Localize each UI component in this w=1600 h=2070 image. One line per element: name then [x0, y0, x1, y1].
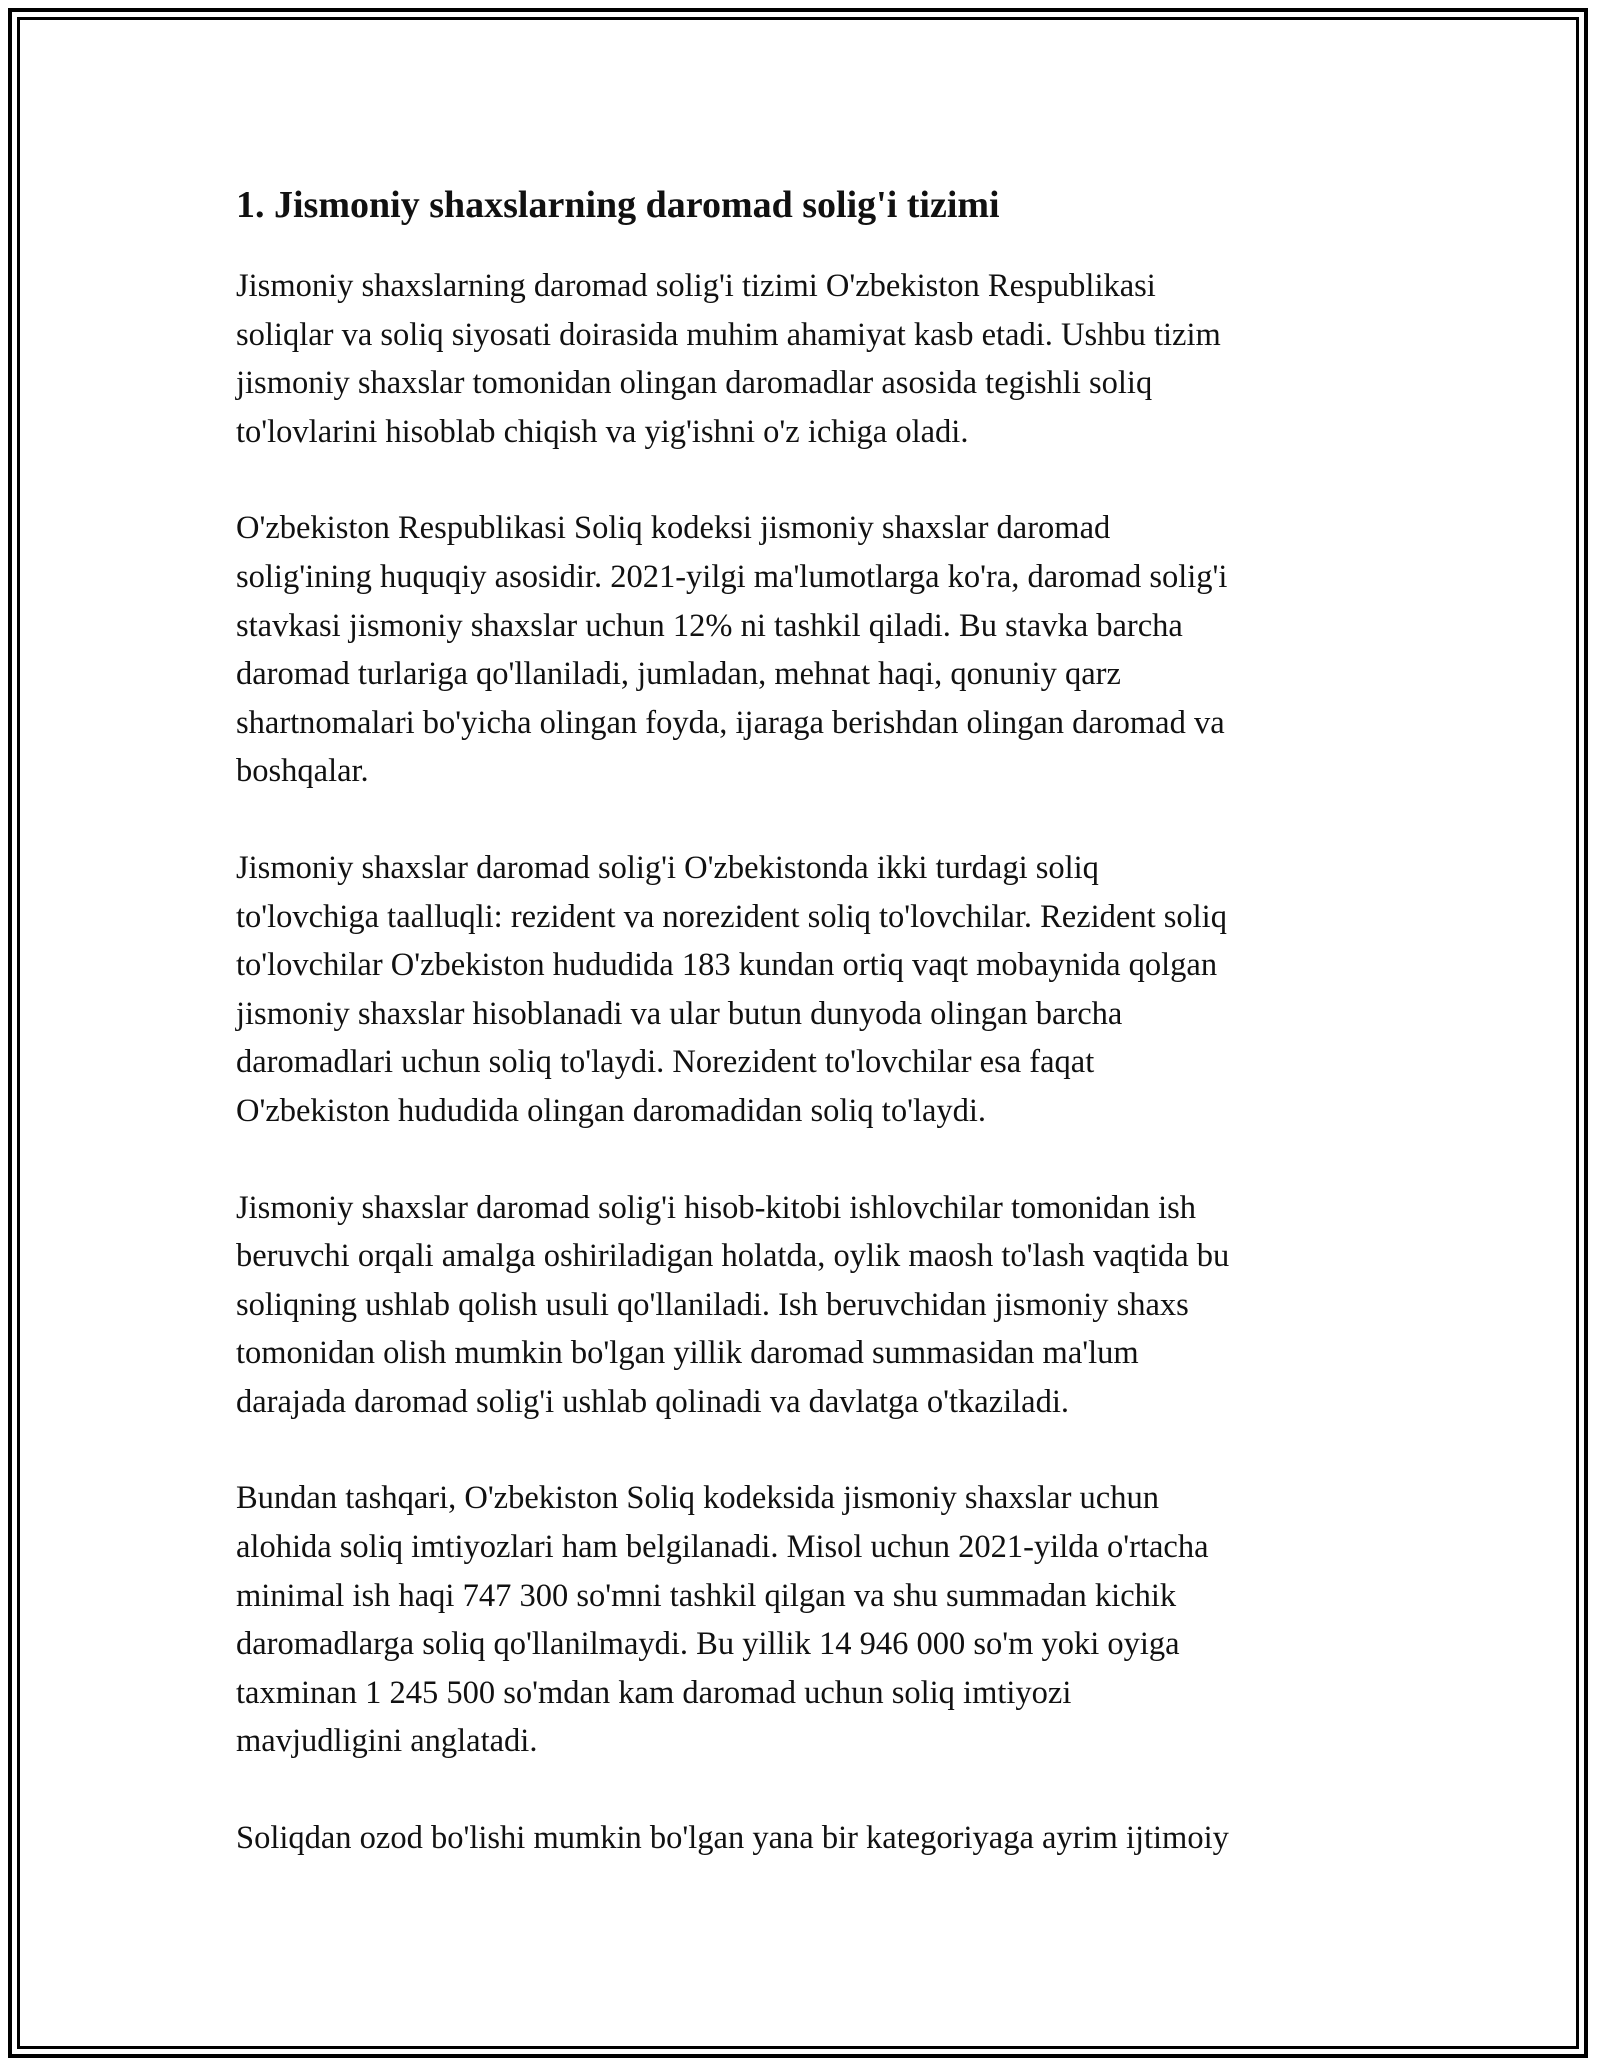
text-line: boshqalar. — [236, 753, 369, 790]
text-line: daromad turlariga qo'llaniladi, jumladan, mehnat haqi, qonuniy qarz — [236, 656, 1121, 693]
paragraph-intro — [236, 262, 1376, 456]
text-line: soliqlar va soliq siyosati doirasida muhim ahamiyat kasb etadi. Ushbu tizim — [236, 316, 1221, 353]
text-line: solig'ining huquqiy asosidir. 2021-yilgi ma'lumotlarga ko'ra, daromad solig'i — [236, 558, 1228, 595]
text-line: Soliqdan ozod bo'lishi mumkin bo'lgan yana bir kategoriyaga ayrim ijtimoiy — [236, 1820, 1229, 1857]
text-line: daromadlarga soliq qo'llanilmaydi. Bu yillik 14 946 000 so'm yoki oyiga — [236, 1626, 1180, 1663]
text-line: darajada daromad solig'i ushlab qolinadi va davlatga o'tkaziladi. — [236, 1383, 1069, 1420]
text-line: minimal ish haqi 747 300 so'mni tashkil qilgan va shu summadan kichik — [236, 1577, 1177, 1614]
text-line: Bundan tashqari, O'zbekiston Soliq kodeksida jismoniy shaxslar uchun — [236, 1480, 1159, 1517]
text-line: O'zbekiston Respublikasi Soliq kodeksi jismoniy shaxslar daromad — [236, 510, 1111, 547]
text-line: stavkasi jismoniy shaxslar uchun 12% ni tashkil qiladi. Bu stavka barcha — [236, 607, 1183, 644]
paragraph-continued — [236, 1814, 1376, 1863]
text-line: mavjudligini anglatadi. — [236, 1723, 538, 1760]
text-line: jismoniy shaxslar hisoblanadi va ular butun dunyoda olingan barcha — [236, 995, 1123, 1032]
text-line: tomonidan olish mumkin bo'lgan yillik daromad summasidan ma'lum — [236, 1335, 1139, 1372]
text-line: taxminan 1 245 500 so'mdan kam daromad uchun soliq imtiyozi — [236, 1674, 1072, 1711]
text-line: to'lovchiga taalluqli: rezident va norezident soliq to'lovchilar. Rezident soliq — [236, 898, 1227, 935]
text-line: shartnomalari bo'yicha olingan foyda, ijaraga berishdan olingan daromad va — [236, 704, 1225, 741]
text-line: to'lovlarini hisoblab chiqish va yig'ishni o'z ichiga oladi. — [236, 413, 969, 450]
paragraph-exemptions — [236, 1474, 1376, 1766]
text-line: Jismoniy shaxslar daromad solig'i hisob-kitobi ishlovchilar tomonidan ish — [236, 1189, 1197, 1226]
text-line: soliqning ushlab qolish usuli qo'llaniladi. Ish beruvchidan jismoniy shaxs — [236, 1286, 1189, 1323]
text-line: Jismoniy shaxslar daromad solig'i O'zbekistonda ikki turdagi soliq — [236, 849, 1099, 886]
text-line: alohida soliq imtiyozlari ham belgilanadi. Misol uchun 2021-yilda o'rtacha — [236, 1529, 1209, 1566]
paragraph-residency — [236, 844, 1376, 1136]
paragraph-tax-code — [236, 504, 1376, 796]
section-heading: 1. Jismoniy shaxslarning daromad solig'i tizimi — [236, 184, 1000, 226]
text-line: beruvchi orqali amalga oshiriladigan holatda, oylik maosh to'lash vaqtida bu — [236, 1238, 1230, 1275]
text-line: jismoniy shaxslar tomonidan olingan daromadlar asosida tegishli soliq — [236, 365, 1153, 402]
document-body — [236, 180, 1376, 1911]
text-line: O'zbekiston hududida olingan daromadidan soliq to'laydi. — [236, 1092, 987, 1129]
text-line: daromadlari uchun soliq to'laydi. Norezident to'lovchilar esa faqat — [236, 1044, 1095, 1081]
text-line: Jismoniy shaxslarning daromad solig'i tizimi O'zbekiston Respublikasi — [236, 268, 1156, 304]
paragraph-withholding — [236, 1184, 1376, 1427]
text-line: to'lovchilar O'zbekiston hududida 183 kundan ortiq vaqt mobaynida qolgan — [236, 947, 1218, 984]
